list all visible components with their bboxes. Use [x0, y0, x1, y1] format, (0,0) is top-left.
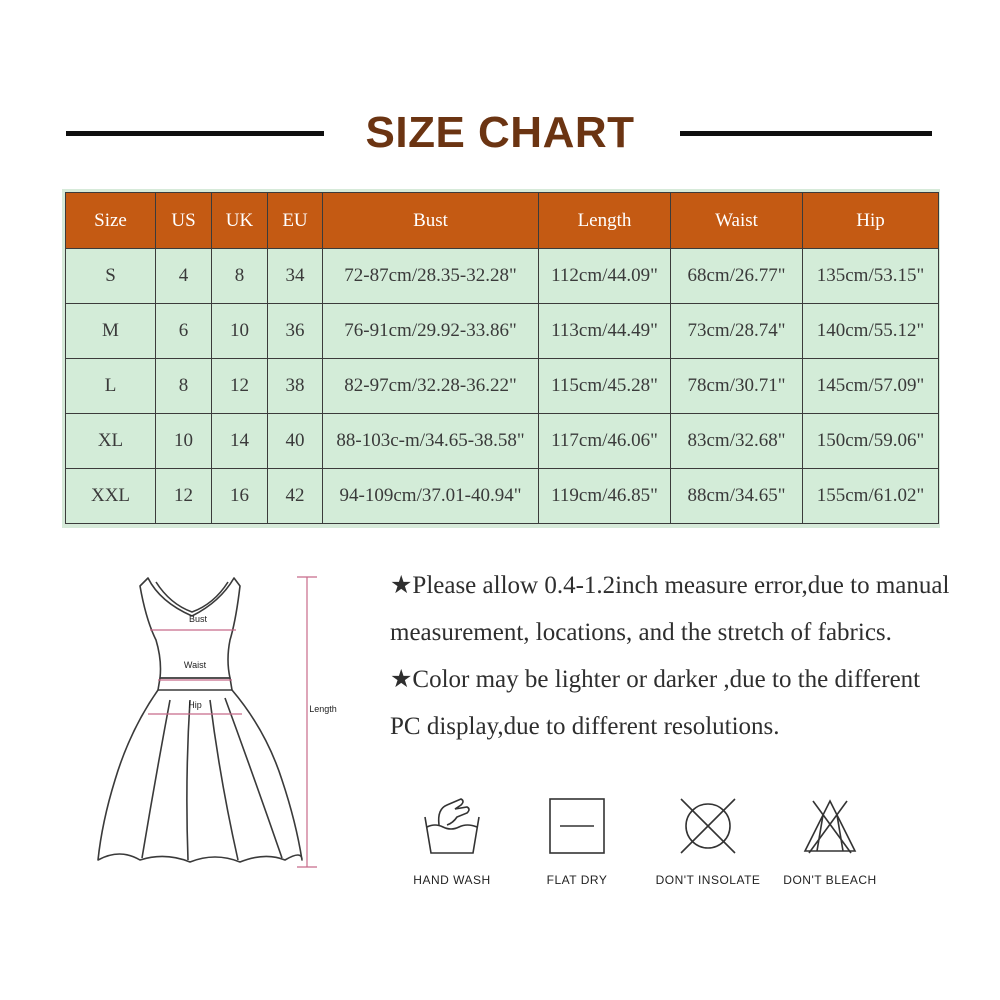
hip-label: Hip — [188, 700, 202, 710]
table-row — [66, 469, 939, 524]
table-cell: 10 — [212, 304, 268, 359]
table-cell: 117cm/46.06" — [539, 414, 671, 469]
care-label: FLAT DRY — [546, 873, 608, 887]
table-cell: 88-103c-m/34.65-38.58" — [323, 414, 539, 469]
size-table-container — [62, 189, 940, 528]
column-header: Waist — [671, 193, 803, 249]
table-cell: 113cm/44.49" — [539, 304, 671, 359]
bust-label: Bust — [188, 614, 208, 624]
table-cell: 82-97cm/32.28-36.22" — [323, 359, 539, 414]
table-cell: XL — [66, 414, 156, 469]
table-cell: XXL — [66, 469, 156, 524]
table-cell: 78cm/30.71" — [671, 359, 803, 414]
column-header: Hip — [803, 193, 939, 249]
table-cell: 68cm/26.77" — [671, 249, 803, 304]
flat-dry-icon — [542, 795, 612, 857]
table-cell: 12 — [212, 359, 268, 414]
table-cell: 40 — [268, 414, 323, 469]
table-cell: 34 — [268, 249, 323, 304]
care-label: DON'T BLEACH — [783, 873, 877, 887]
table-cell: 10 — [156, 414, 212, 469]
column-header: Size — [66, 193, 156, 249]
care-item-dont-insolate — [648, 795, 768, 887]
table-cell: 4 — [156, 249, 212, 304]
dont-bleach-icon — [795, 795, 865, 857]
table-cell: 115cm/45.28" — [539, 359, 671, 414]
table-cell: 42 — [268, 469, 323, 524]
table-cell: 155cm/61.02" — [803, 469, 939, 524]
dress-measurement-diagram — [70, 560, 370, 900]
care-instructions — [400, 795, 920, 905]
column-header: US — [156, 193, 212, 249]
column-header: UK — [212, 193, 268, 249]
table-row — [66, 359, 939, 414]
table-cell: 88cm/34.65" — [671, 469, 803, 524]
table-cell: S — [66, 249, 156, 304]
page-title: SIZE CHART — [365, 108, 635, 157]
table-cell: 12 — [156, 469, 212, 524]
table-cell: 83cm/32.68" — [671, 414, 803, 469]
table-cell: 112cm/44.09" — [539, 249, 671, 304]
table-cell: 119cm/46.85" — [539, 469, 671, 524]
care-item-hand-wash — [392, 795, 512, 887]
table-cell: 36 — [268, 304, 323, 359]
table-cell: 135cm/53.15" — [803, 249, 939, 304]
table-row — [66, 249, 939, 304]
measure-lines-icon — [148, 577, 317, 867]
table-cell: M — [66, 304, 156, 359]
table-cell: 8 — [156, 359, 212, 414]
table-cell: 16 — [212, 469, 268, 524]
title-divider-right — [680, 131, 932, 136]
size-table — [65, 192, 939, 524]
table-cell: 76-91cm/29.92-33.86" — [323, 304, 539, 359]
table-cell: 38 — [268, 359, 323, 414]
table-row — [66, 414, 939, 469]
table-cell: 140cm/55.12" — [803, 304, 939, 359]
waist-label: Waist — [183, 660, 207, 670]
table-cell: 94-109cm/37.01-40.94" — [323, 469, 539, 524]
column-header: EU — [268, 193, 323, 249]
table-row — [66, 304, 939, 359]
notes — [390, 562, 950, 750]
table-cell: 73cm/28.74" — [671, 304, 803, 359]
table-cell: 72-87cm/28.35-32.28" — [323, 249, 539, 304]
dont-tumble-dry-icon — [673, 795, 743, 857]
care-label: HAND WASH — [413, 873, 491, 887]
care-label: DON'T INSOLATE — [655, 873, 761, 887]
table-cell: L — [66, 359, 156, 414]
column-header: Length — [539, 193, 671, 249]
column-header: Bust — [323, 193, 539, 249]
table-header-row — [66, 193, 939, 249]
hand-wash-icon — [417, 795, 487, 857]
table-cell: 14 — [212, 414, 268, 469]
note-color-difference: ★Color may be lighter or darker ,due to the different PC display,due to different resolutions. — [390, 666, 921, 740]
note-measure-error: ★Please allow 0.4-1.2inch measure error,due to manual measurement, locations, and the stretch of fabrics. — [390, 572, 950, 646]
care-item-flat-dry — [517, 795, 637, 887]
table-cell: 145cm/57.09" — [803, 359, 939, 414]
table-cell: 150cm/59.06" — [803, 414, 939, 469]
table-cell: 6 — [156, 304, 212, 359]
care-item-dont-bleach — [770, 795, 890, 887]
length-label: Length — [309, 704, 337, 714]
table-cell: 8 — [212, 249, 268, 304]
